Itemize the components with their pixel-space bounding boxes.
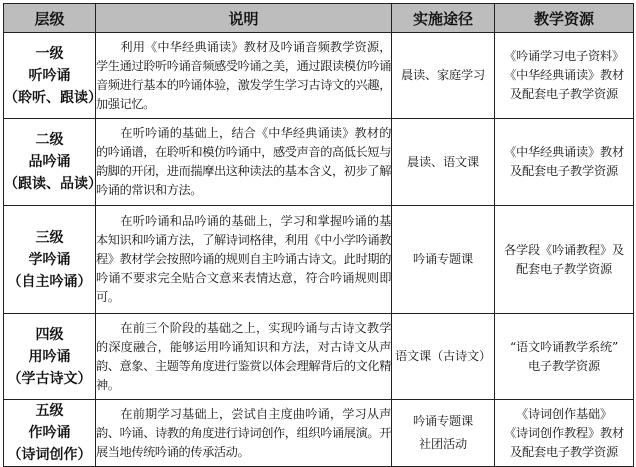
table-row <box>4 314 634 400</box>
header-resources: 教学资源 <box>495 4 634 33</box>
level-number: 三级 <box>35 229 64 246</box>
header-description: 说明 <box>96 4 392 33</box>
header-path: 实施途径 <box>392 4 495 33</box>
path-cell <box>392 314 495 400</box>
table-row <box>4 206 634 314</box>
level-mode: （自主吟诵） <box>7 273 92 290</box>
resource-line: 配套电子教学资源 <box>516 261 612 276</box>
level-number: 二级 <box>35 132 64 148</box>
table-header-row <box>4 4 634 33</box>
path-text: 吟诵专题课 <box>413 252 473 266</box>
resources-cell <box>495 33 634 119</box>
path-cell <box>392 400 495 467</box>
description-cell <box>96 206 392 314</box>
resource-line: 及配套电子教学资源 <box>510 164 618 178</box>
description-text: 在听吟诵和品吟诵的基础上，学习和掌握吟诵的基本知识和吟诵方法，了解诗词格律，利用《中小学吟诵教程》教材学会按照吟诵的规则自主吟诵古诗文。此时期的吟诵不要求完全贴合文意来表情达意，符合吟诵规则即可。 <box>96 214 391 304</box>
resource-line: “语文吟诵教学系统” <box>510 339 618 354</box>
description-cell <box>96 400 392 467</box>
resource-line: 《中华经典诵读》教材 <box>504 145 624 159</box>
level-cell <box>4 33 102 119</box>
level-mode: （学古诗文） <box>7 370 92 387</box>
resources-cell <box>495 206 634 314</box>
resources-cell <box>495 314 634 400</box>
path-text: 语文课（古诗文） <box>395 349 491 363</box>
level-name: 作吟诵 <box>28 425 71 441</box>
level-cell <box>4 206 96 314</box>
level-number: 四级 <box>35 326 64 343</box>
table-row <box>4 400 634 467</box>
table-row <box>4 119 634 206</box>
path-text: 晨读、家庭学习 <box>401 68 485 82</box>
resource-line: 电子教学资源 <box>528 358 600 373</box>
description-text: 在前期学习基础上，尝试自主度曲吟诵，学习从声韵、吟诵、诗教的角度进行诗词创作，组织吟诵展演。开展当地传统吟诵的传承活动。 <box>96 406 391 459</box>
resources-cell <box>495 119 634 206</box>
level-number: 一级 <box>35 45 64 62</box>
level-mode: （聆听、跟读） <box>4 89 102 106</box>
description-text: 在听吟诵的基础上，结合《中华经典诵读》教材的的吟诵谱，在聆听和模仿吟诵中，感受声音的高低长短与韵脚的开闭，进而揣摩出这种读法的基本含义，初步了解吟诵的常识和方法。 <box>96 126 391 197</box>
path-cell <box>392 206 495 314</box>
description-cell <box>96 119 392 206</box>
description-text: 利用《中华经典诵读》教材及吟诵音频教学资源，学生通过聆听吟诵音频感受吟诵之美，通过跟读模仿吟诵音频进行基本的吟诵体验，激发学生学习古诗文的兴趣，加强记忆。 <box>96 39 391 111</box>
level-cell <box>4 119 102 206</box>
resource-line: 及配套电子教学资源 <box>510 87 618 101</box>
level-mode: （跟读、品读） <box>4 176 102 192</box>
level-cell <box>4 400 96 467</box>
level-name: 用吟诵 <box>28 348 71 365</box>
resource-line: 《诗词创作基础》 <box>516 406 612 421</box>
level-name: 品吟诵 <box>28 154 71 170</box>
path-cell <box>392 33 495 119</box>
level-mode: （诗词创作） <box>7 447 92 463</box>
resource-line: 各学段《吟诵教程》及 <box>504 242 624 257</box>
resources-cell <box>495 400 634 467</box>
course-levels-table <box>3 3 634 467</box>
description-cell <box>96 33 392 119</box>
description-cell <box>96 314 392 400</box>
table-row <box>4 33 634 119</box>
level-name: 听吟诵 <box>28 67 71 84</box>
level-cell <box>4 314 96 400</box>
path-cell <box>392 119 495 206</box>
description-text: 在前三个阶段的基础之上，实现吟诵与古诗文教学的深度融合，能够运用吟诵知识和方法，对古诗文从声韵、意象、主题等角度进行鉴赏以体会理解背后的文化精神。 <box>96 320 391 392</box>
header-level: 层级 <box>4 4 96 33</box>
resource-line: 及配套电子教学资源 <box>510 444 618 459</box>
path-text: 晨读、语文课 <box>407 154 479 169</box>
resource-line: 《诗词创作教程》教材 <box>504 425 624 440</box>
path-text: 吟诵专题课 <box>413 414 473 428</box>
path-text: 社团活动 <box>419 437 467 451</box>
resource-line: 《中华经典诵读》教材 <box>504 68 624 82</box>
resource-line: 《吟诵学习电子资料》 <box>504 49 624 63</box>
level-number: 五级 <box>35 403 64 419</box>
level-name: 学吟诵 <box>28 251 71 268</box>
